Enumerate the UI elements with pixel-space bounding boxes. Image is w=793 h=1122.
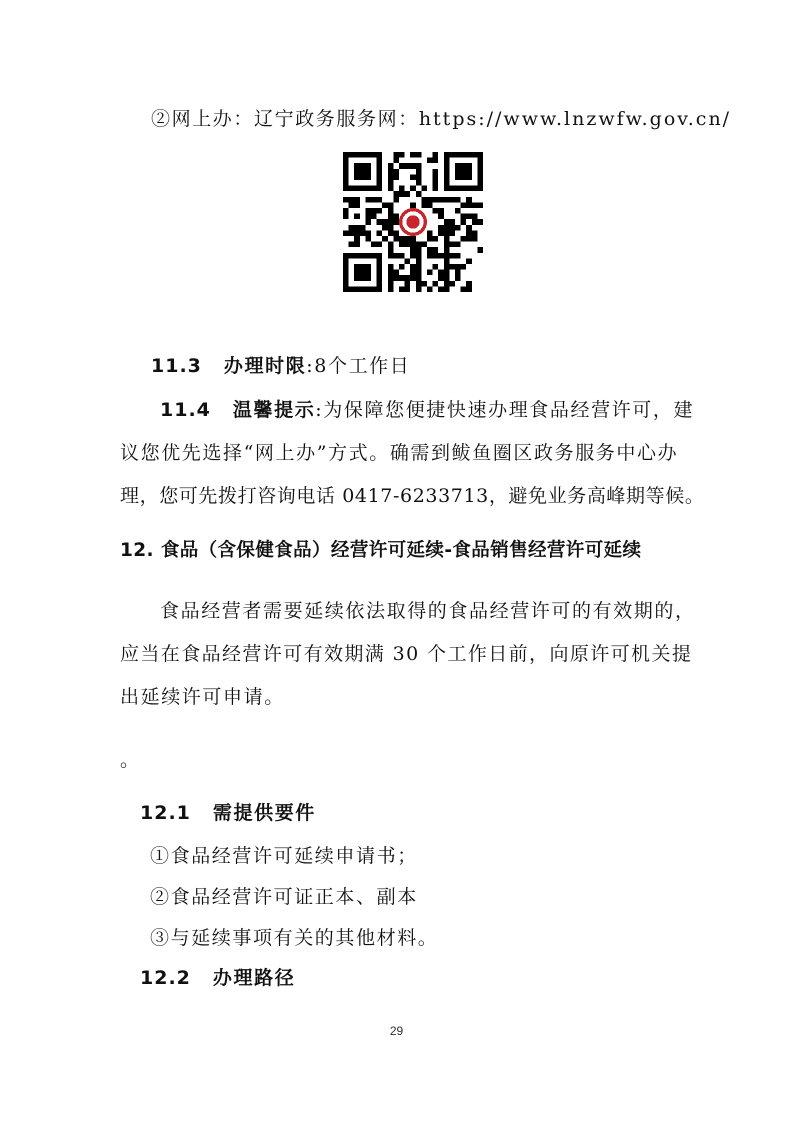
section-11-4-line2: 议您优先选择“网上办”方式。确需到鲅鱼圈区政务服务中心办 <box>120 442 679 464</box>
section-number: 12.2 <box>140 967 191 989</box>
section-title: 温馨提示 <box>232 399 316 421</box>
online-label: ②网上办：辽宁政务服务网： <box>151 108 419 130</box>
online-url[interactable]: https://www.lnzwfw.gov.cn/ <box>418 108 732 130</box>
section-12-1 <box>140 800 316 826</box>
stray-period: 。 <box>120 749 141 771</box>
list-item: ②食品经营许可证正本、副本 <box>150 886 418 908</box>
paragraph-line2: 应当在食品经营许可有效期满 30 个工作日前，向原许可机关提 <box>120 643 693 665</box>
section-12-2 <box>140 965 295 991</box>
section-11-4-line1 <box>160 397 694 423</box>
section-title: 办理路径 <box>212 967 296 989</box>
online-handling-line <box>151 106 731 132</box>
qr-code-icon[interactable] <box>343 152 483 292</box>
page-number: 29 <box>389 1024 404 1038</box>
section-title: 需提供要件 <box>212 802 316 824</box>
section-number: 11.4 <box>160 399 211 421</box>
section-number: 12.1 <box>140 802 191 824</box>
section-12-heading: 12. 食品（含保健食品）经营许可延续-食品销售经营许可延续 <box>120 540 642 561</box>
qr-center-dot <box>406 215 419 228</box>
section-text: :8个工作日 <box>306 355 411 377</box>
section-number: 11.3 <box>151 355 202 377</box>
list-item: ③与延续事项有关的其他材料。 <box>150 927 439 949</box>
paragraph-line3: 出延续许可申请。 <box>120 686 285 708</box>
paragraph-line1: 食品经营者需要延续依法取得的食品经营许可的有效期的， <box>160 600 696 622</box>
section-title: 办理时限 <box>223 355 307 377</box>
section-11-4-line3: 理，您可先拨打咨询电话 0417-6233713，避免业务高峰期等候。 <box>120 485 705 507</box>
list-item: ①食品经营许可延续申请书； <box>150 845 418 867</box>
section-11-3 <box>151 353 410 379</box>
section-text: :为保障您便捷快速办理食品经营许可，建 <box>315 399 695 421</box>
